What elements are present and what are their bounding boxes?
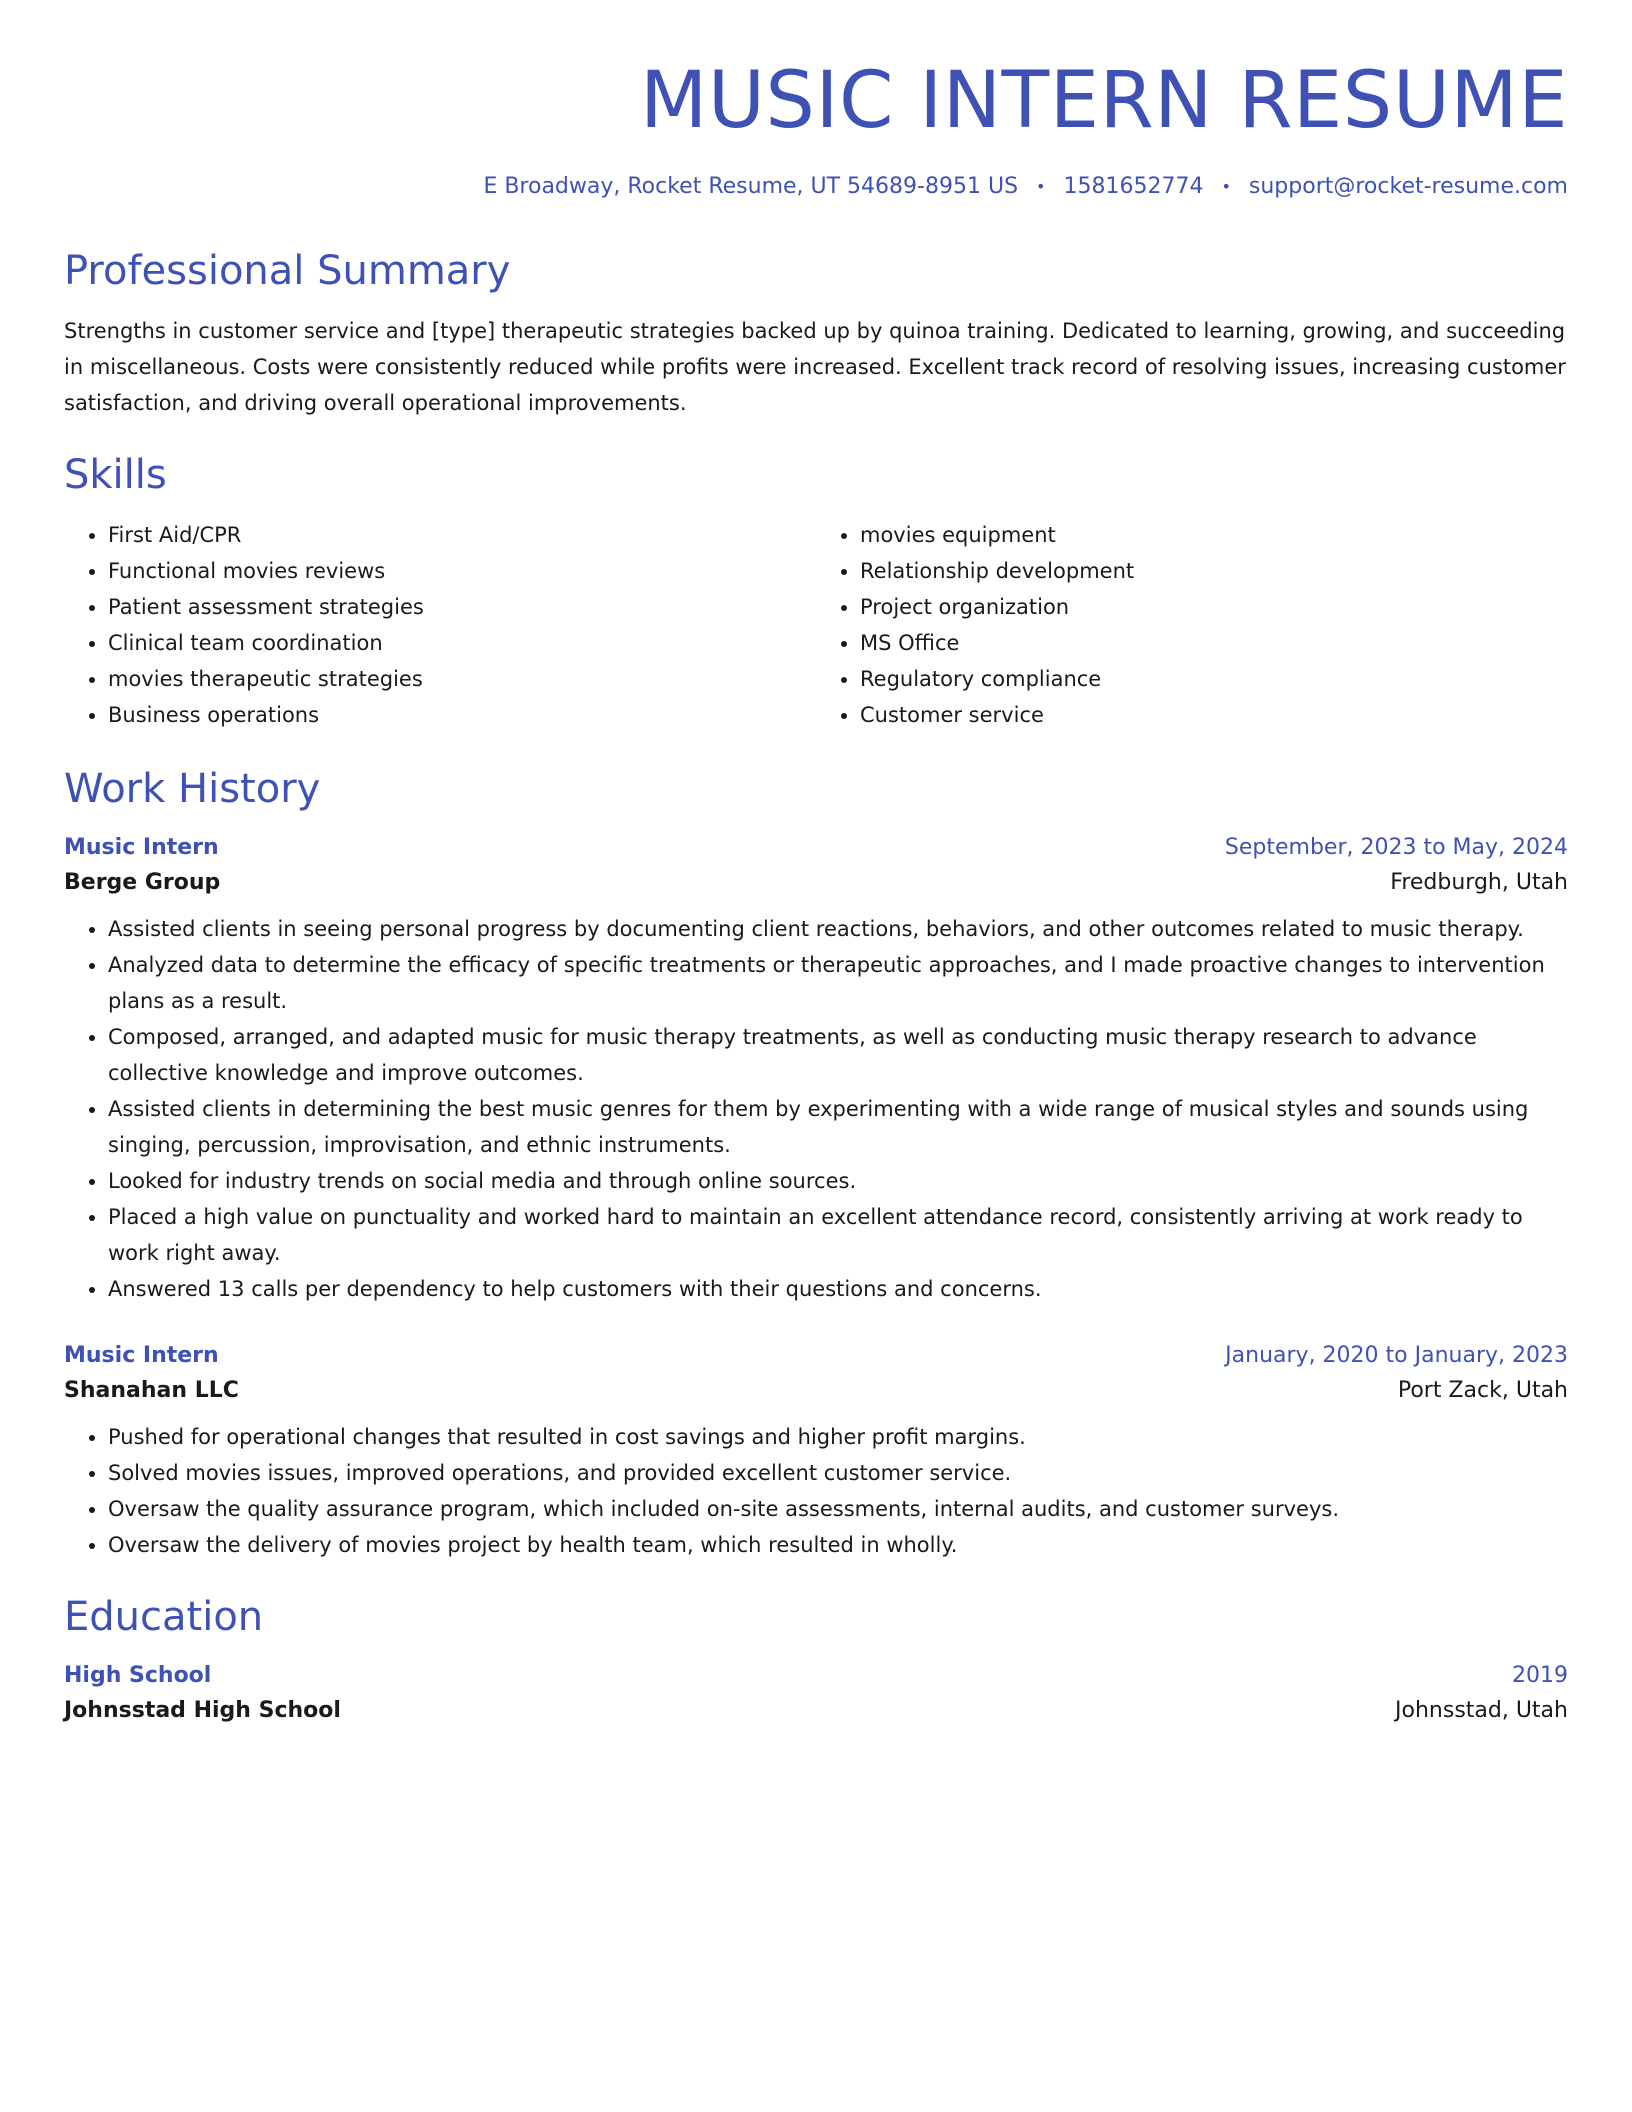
contact-separator: •: [1221, 177, 1231, 196]
skills-column-left: [64, 517, 816, 733]
summary-heading: Professional Summary: [64, 248, 511, 294]
job-location: Port Zack, Utah: [1397, 1378, 1568, 1403]
job-company-row: [64, 1378, 1568, 1403]
skill-item: • movies equipment: [860, 517, 1568, 553]
education-degree: High School: [64, 1663, 212, 1688]
education-school-row: [64, 1698, 1568, 1723]
contact-email[interactable]: support@rocket-resume.com: [1248, 174, 1568, 199]
contact-phone: 1581652774: [1063, 174, 1204, 199]
job-entry: [64, 835, 1568, 1307]
skill-item: • MS Office: [860, 625, 1568, 661]
job-title: Music Intern: [64, 835, 219, 860]
skill-item: • Business operations: [108, 697, 816, 733]
job-company: Berge Group: [64, 870, 221, 895]
education-school: Johnsstad High School: [64, 1698, 341, 1723]
resume-header: [64, 56, 1568, 199]
education-entry: [64, 1663, 1568, 1723]
job-bullet: • Analyzed data to determine the efficacy of specific treatments or therapeutic approaches, and I made proactive changes to intervention plans as a result.: [108, 947, 1568, 1019]
skills-heading: Skills: [64, 452, 167, 498]
skill-item: • Customer service: [860, 697, 1568, 733]
education-year: 2019: [1512, 1663, 1568, 1688]
skill-item: • Regulatory compliance: [860, 661, 1568, 697]
contact-separator: •: [1036, 177, 1046, 196]
job-bullet: • Assisted clients in determining the best music genres for them by experimenting with a wide range of musical styles and sounds using singing, percussion, improvisation, and ethnic instruments.: [108, 1091, 1568, 1163]
job-dates: September, 2023 to May, 2024: [1224, 835, 1568, 860]
job-bullet: • Placed a high value on punctuality and worked hard to maintain an excellent attendance record, consistently arriving at work ready to work right away.: [108, 1199, 1568, 1271]
job-title: Music Intern: [64, 1343, 219, 1368]
job-company: Shanahan LLC: [64, 1378, 239, 1403]
education-heading: Education: [64, 1594, 264, 1640]
job-bullet: • Pushed for operational changes that resulted in cost savings and higher profit margins.: [108, 1419, 1568, 1455]
skills-list: [64, 517, 1568, 733]
job-bullet: • Assisted clients in seeing personal progress by documenting client reactions, behaviors, and other outcomes related to music therapy.: [108, 911, 1568, 947]
job-company-row: [64, 870, 1568, 895]
education-header-row: [64, 1663, 1568, 1688]
job-dates: January, 2020 to January, 2023: [1225, 1343, 1568, 1368]
skills-column-right: [816, 517, 1568, 733]
job-location: Fredburgh, Utah: [1390, 870, 1568, 895]
skill-item: • Relationship development: [860, 553, 1568, 589]
skill-item: • Clinical team coordination: [108, 625, 816, 661]
job-bullets: [64, 1419, 1568, 1563]
education-location: Johnsstad, Utah: [1395, 1698, 1568, 1723]
job-bullet: • Oversaw the delivery of movies project by health team, which resulted in wholly.: [108, 1527, 1568, 1563]
resume-title: MUSIC INTERN RESUME: [640, 56, 1568, 146]
skill-item: • Functional movies reviews: [108, 553, 816, 589]
job-bullet: • Looked for industry trends on social media and through online sources.: [108, 1163, 1568, 1199]
skill-item: • First Aid/CPR: [108, 517, 816, 553]
job-bullet: • Oversaw the quality assurance program, which included on-site assessments, internal audits, and customer surveys.: [108, 1491, 1568, 1527]
contact-line: [64, 174, 1568, 199]
job-bullet: • Composed, arranged, and adapted music for music therapy treatments, as well as conducting music therapy research to advance collective knowledge and improve outcomes.: [108, 1019, 1568, 1091]
summary-text: Strengths in customer service and [type] therapeutic strategies backed up by quinoa training. Dedicated to learning, growing, and succeeding in miscellaneous. Costs were consistently reduced while profits were increased. Excellent track record of resolving issues, increasing customer satisfaction, and driving overall operational improvements.: [64, 319, 1566, 415]
job-bullets: [64, 911, 1568, 1307]
job-header-row: [64, 835, 1568, 860]
skill-item: • Patient assessment strategies: [108, 589, 816, 625]
job-bullet: • Solved movies issues, improved operations, and provided excellent customer service.: [108, 1455, 1568, 1491]
skill-item: • Project organization: [860, 589, 1568, 625]
job-header-row: [64, 1343, 1568, 1368]
skill-item: • movies therapeutic strategies: [108, 661, 816, 697]
work-history-heading: Work History: [64, 766, 321, 812]
job-bullet: • Answered 13 calls per dependency to help customers with their questions and concerns.: [108, 1271, 1568, 1307]
job-entry: [64, 1343, 1568, 1563]
contact-address: E Broadway, Rocket Resume, UT 54689-8951 US: [483, 174, 1019, 199]
